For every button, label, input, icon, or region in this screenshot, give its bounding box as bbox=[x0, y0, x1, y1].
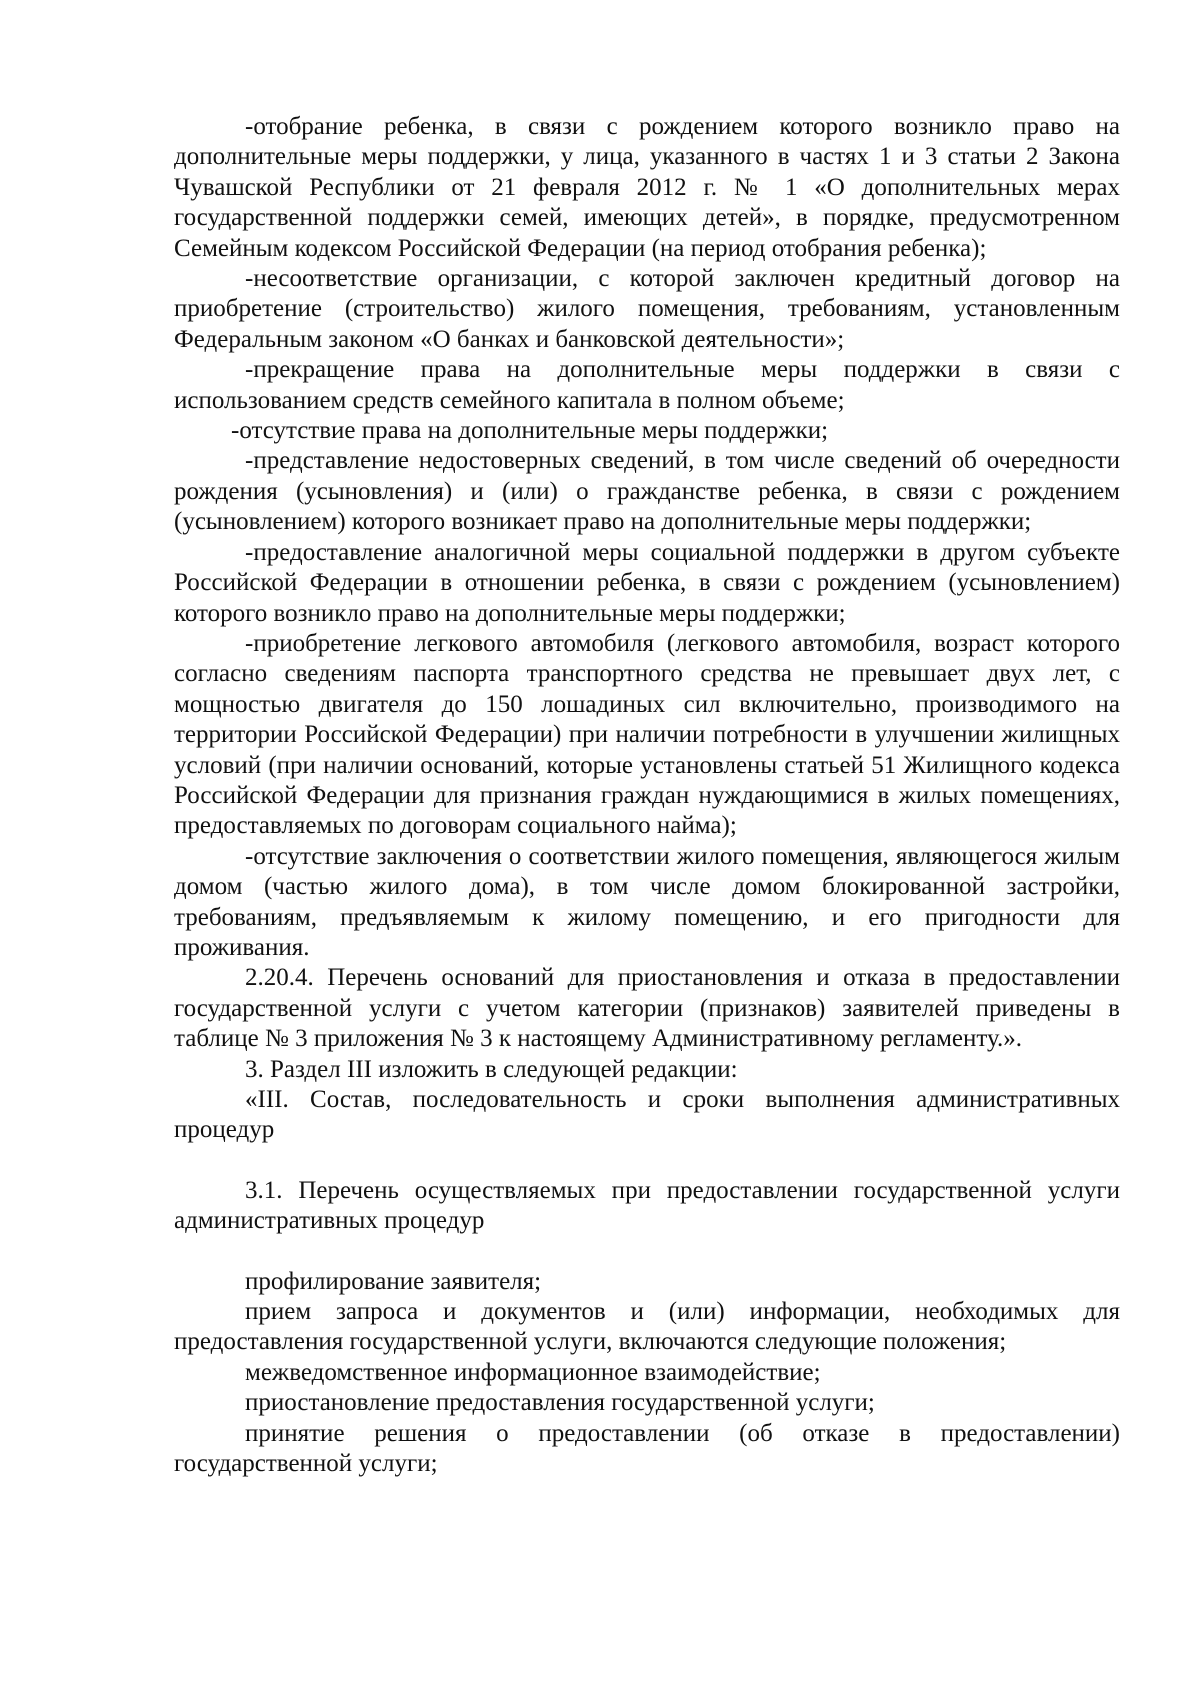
section-3-heading: «III. Состав, последовательность и сроки выполнения административных процедур bbox=[174, 1086, 1120, 1144]
paragraph-no-right: -отсутствие права на дополнительные меры поддержки; bbox=[231, 417, 829, 445]
paragraph-analogous-support: -предоставление аналогичной меры социальной поддержки в другом субъекте Российской Федерации в отношении ребенка, в связи с рождением (усыновлением) которого возникло право на дополнительные меры поддержки; bbox=[174, 538, 1120, 627]
spacer bbox=[174, 1237, 1120, 1267]
paragraph-right-terminated: -прекращение права на дополнительные меры поддержки в связи с использованием средств семейного капитала в полном объеме; bbox=[174, 356, 1120, 414]
list-item-decision: принятие решения о предоставлении (об отказе в предоставлении) государственной услуги; bbox=[174, 1419, 1120, 1478]
paragraph-no-housing-conclusion: -отсутствие заключения о соответствии жилого помещения, являющегося жилым домом (частью жилого дома), в том числе домом блокированной застройки, требованиям, предъявляемым к жилому помещению, и его пригодности для проживания. bbox=[174, 842, 1120, 961]
list-item-profiling: профилирование заявителя; bbox=[245, 1267, 542, 1295]
paragraph-section-3-intro: 3. Раздел III изложить в следующей редакции: bbox=[245, 1055, 738, 1083]
paragraph-child-removal: -отобрание ребенка, в связи с рождением которого возникло право на дополнительные меры поддержки, у лица, указанного в частях 1 и 3 статьи 2 Закона Чувашской Республики от 21 февраля 2012 г. № 1 «О дополнительных мерах государственной поддержки семей, имеющих детей», в порядке, предусмотренном Семейным кодексом Российской Федерации (на период отобрания ребенка); bbox=[174, 113, 1120, 262]
paragraph-bank-mismatch: -несоответствие организации, с которой заключен кредитный договор на приобретение (строительство) жилого помещения, требованиям, установленным Федеральным законом «О банках и банковской деятельности»; bbox=[174, 265, 1120, 353]
paragraph-2-20-4: 2.20.4. Перечень оснований для приостановления и отказа в предоставлении государственной услуги с учетом категории (признаков) заявителей приведены в таблице № 3 приложения № 3 к настоящему Административному регламенту.». bbox=[174, 964, 1120, 1053]
subsection-3-1-heading: 3.1. Перечень осуществляемых при предоставлении государственной услуги административных процедур bbox=[174, 1176, 1120, 1235]
document-body bbox=[174, 112, 1120, 1479]
list-item-request-intake: прием запроса и документов и (или) информации, необходимых для предоставления государственной услуги, включаются следующие положения; bbox=[174, 1298, 1120, 1356]
paragraph-car-purchase: -приобретение легкового автомобиля (легкового автомобиля, возраст которого согласно сведениям паспорта транспортного средства не превышает двух лет, с мощностью двигателя до 150 лошадиных сил включительно, производимого на территории Российской Федерации) при наличии потребности в улучшении жилищных условий (при наличии оснований, которые установлены статьей 51 Жилищного кодекса Российской Федерации для признания граждан нуждающимися в жилых помещениях, предоставляемых по договорам социального найма); bbox=[174, 629, 1120, 840]
paragraph-false-info: -представление недостоверных сведений, в том числе сведений об очередности рождения (усыновления) и (или) о гражданстве ребенка, в связи с рождением (усыновлением) которого возникает право на дополнительные меры поддержки; bbox=[174, 447, 1120, 536]
spacer bbox=[174, 1146, 1120, 1176]
list-item-interagency: межведомственное информационное взаимодействие; bbox=[245, 1358, 821, 1386]
list-item-suspension: приостановление предоставления государственной услуги; bbox=[245, 1389, 875, 1417]
